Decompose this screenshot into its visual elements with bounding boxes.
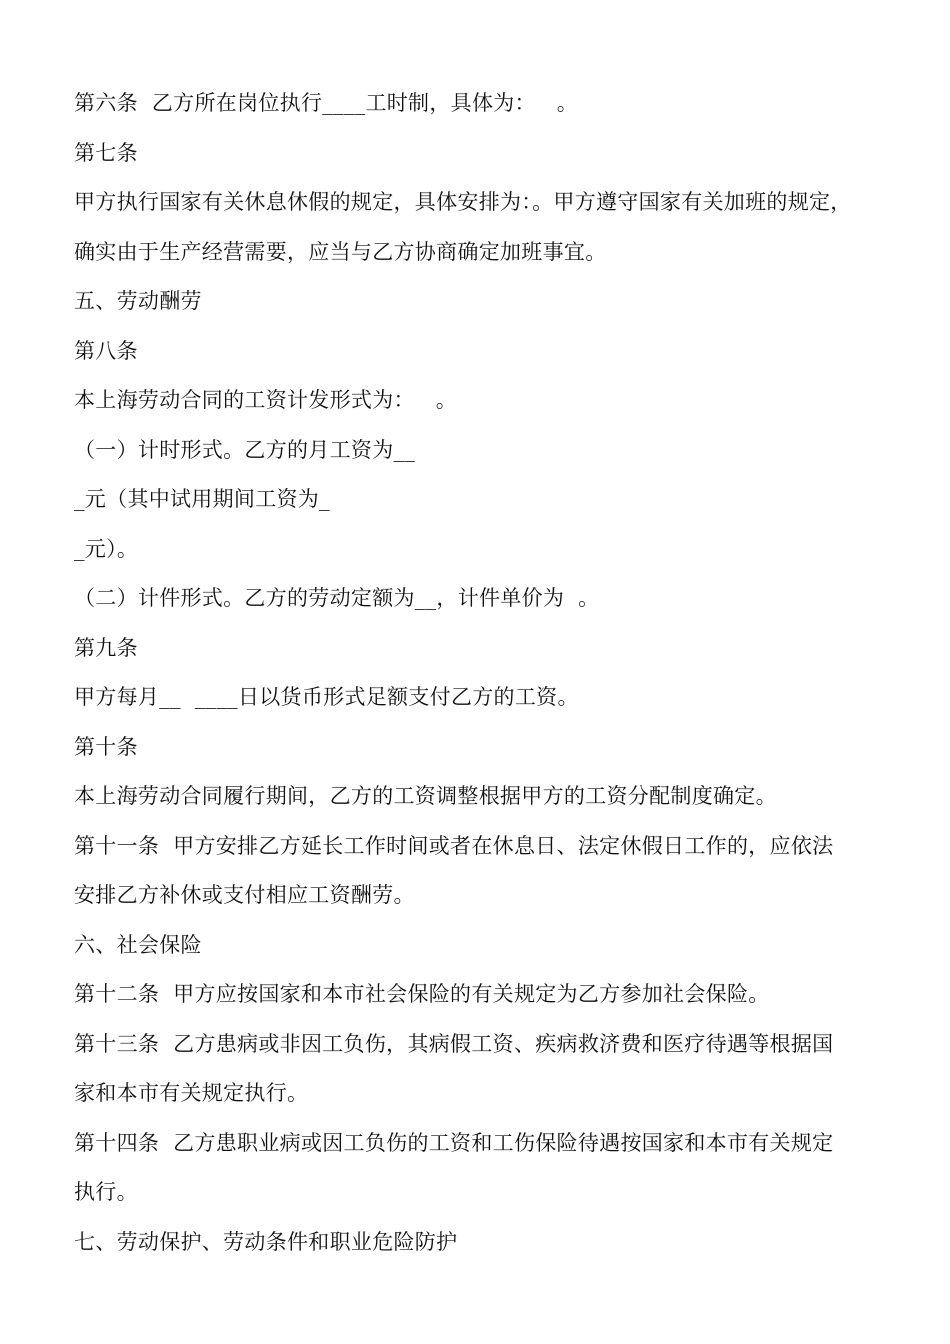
section-6-heading: 六、社会保险 bbox=[74, 932, 202, 957]
time-based-wage-line-1: （一）计时形式。乙方的月工资为__ bbox=[74, 437, 416, 462]
article-13-line-1: 第十三条 乙方患病或非因工负伤，其病假工资、疾病救济费和医疗待遇等根据国 bbox=[74, 1031, 834, 1056]
article-12-line: 第十二条 甲方应按国家和本市社会保险的有关规定为乙方参加社会保险。 bbox=[74, 982, 770, 1006]
time-based-wage-line-2: _元（其中试用期间工资为_ bbox=[74, 487, 330, 511]
article-11-line-1: 第十一条 甲方安排乙方延长工作时间或者在休息日、法定休假日工作的，应依法 bbox=[74, 833, 834, 858]
time-based-wage-line-3: _元）。 bbox=[74, 536, 139, 561]
article-6-line: 第六条 乙方所在岗位执行____工时制，具体为： 。 bbox=[74, 91, 579, 115]
section-5-heading: 五、劳动酬劳 bbox=[74, 289, 202, 313]
piece-based-wage-line: （二）计件形式。乙方的劳动定额为__，计件单价为 。 bbox=[74, 586, 600, 610]
article-8-heading: 第八条 bbox=[74, 338, 138, 363]
article-8-text: 本上海劳动合同的工资计发形式为： 。 bbox=[74, 388, 458, 412]
article-9-text: 甲方每月__ ____日以货币形式足额支付乙方的工资。 bbox=[74, 685, 579, 709]
document-body bbox=[74, 80, 894, 1268]
section-7-heading: 七、劳动保护、劳动条件和职业危险防护 bbox=[74, 1229, 458, 1254]
article-13-line-2: 家和本市有关规定执行。 bbox=[74, 1081, 309, 1105]
article-7-text-line-2: 确实由于生产经营需要，应当与乙方协商确定加班事宜。 bbox=[74, 239, 607, 264]
article-9-heading: 第九条 bbox=[74, 635, 138, 660]
article-7-heading: 第七条 bbox=[74, 140, 138, 165]
article-10-heading: 第十条 bbox=[74, 734, 138, 759]
article-11-line-2: 安排乙方补休或支付相应工资酬劳。 bbox=[74, 883, 415, 907]
article-14-line-1: 第十四条 乙方患职业病或因工负伤的工资和工伤保险待遇按国家和本市有关规定 bbox=[74, 1130, 834, 1155]
article-14-line-2: 执行。 bbox=[74, 1180, 138, 1204]
article-10-text: 本上海劳动合同履行期间，乙方的工资调整根据甲方的工资分配制度确定。 bbox=[74, 784, 777, 808]
article-7-text-line-1: 甲方执行国家有关休息休假的规定，具体安排为：。甲方遵守国家有关加班的规定， bbox=[74, 190, 852, 214]
